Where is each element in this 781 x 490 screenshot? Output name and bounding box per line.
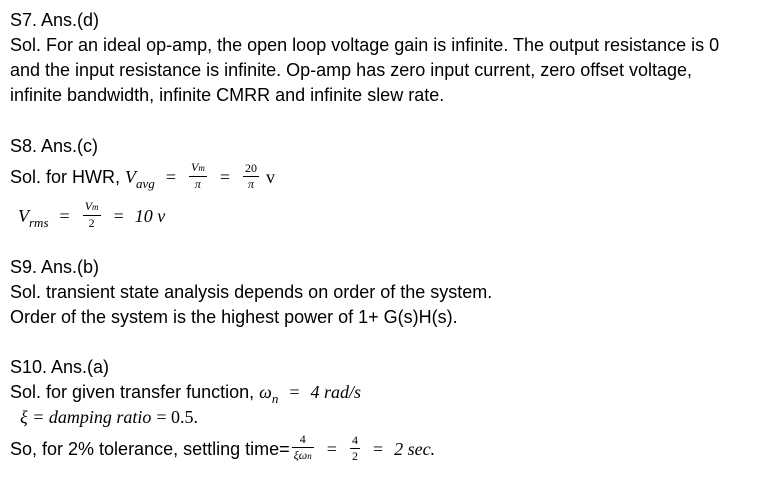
omega-value: 4 rad/s (310, 382, 362, 402)
s7-line-3: infinite bandwidth, infinite CMRR and infinite slew rate. (10, 85, 445, 105)
equals-sign: = (219, 166, 231, 187)
s9-line-2: Order of the system is the highest power of 1+ G(s)H(s). (10, 307, 458, 327)
s10-damping-line (20, 406, 198, 428)
s8-heading: S8. Ans.(c) (10, 136, 99, 156)
vavg-symbol: $V_{avg}$ (125, 166, 155, 191)
s7-line-1: Sol. For an ideal op-amp, the open loop voltage gain is infinite. The output resistance is 0 (10, 35, 720, 55)
s7-line-2: and the input resistance is infinite. Op-amp has zero input current, zero offset voltage, (10, 60, 693, 80)
fraction-vm-over-pi: $\frac{Vm}{\pi}$ (191, 160, 205, 191)
s8-sol-prefix: Sol. for HWR, (10, 166, 121, 187)
equals-sign: = (165, 166, 176, 187)
s10-tf-prefix: Sol. for given transfer function, (10, 382, 255, 402)
omega-n-symbol: $\omega_n$ (259, 382, 279, 406)
fraction-4-over-2: $\frac{4}{2}$ (351, 432, 358, 463)
equals-sign: = (372, 438, 384, 459)
s10-settling-line (10, 434, 435, 466)
s10-settling-prefix: So, for 2% tolerance, settling time= (10, 438, 290, 459)
equals-sign: = (59, 205, 70, 226)
vrms-result: 10 v (134, 205, 166, 226)
s9-heading: S9. Ans.(b) (10, 257, 100, 277)
s9-line-1: Sol. transient state analysis depends on order of the system. (10, 282, 493, 302)
equals-sign: = (289, 382, 300, 402)
fraction-4-over-xi-omega: $\frac{4}{\text{ξωn}}$ (293, 432, 312, 462)
vrms-symbol: $V_{rms}$ (18, 205, 49, 230)
s8-vrms-equation (18, 201, 165, 233)
damping-ratio-value: = 0.5. (156, 407, 199, 427)
solution-page (10, 0, 775, 490)
voltage-unit: v (266, 166, 276, 187)
s8-vavg-equation (10, 162, 275, 194)
fraction-20-over-pi: $\frac{20}{\pi}$ (245, 160, 258, 191)
s7-heading: S7. Ans.(d) (10, 10, 100, 30)
equals-sign: = (113, 205, 124, 226)
fraction-vm-over-2: $\frac{Vm}{2}$ (84, 199, 99, 230)
s10-omega-line (10, 381, 361, 405)
damping-ratio-label: ξ = damping ratio (20, 407, 152, 427)
equals-sign: = (326, 438, 337, 459)
s10-heading: S10. Ans.(a) (10, 357, 110, 377)
settling-time-result: 2 sec. (394, 438, 436, 459)
